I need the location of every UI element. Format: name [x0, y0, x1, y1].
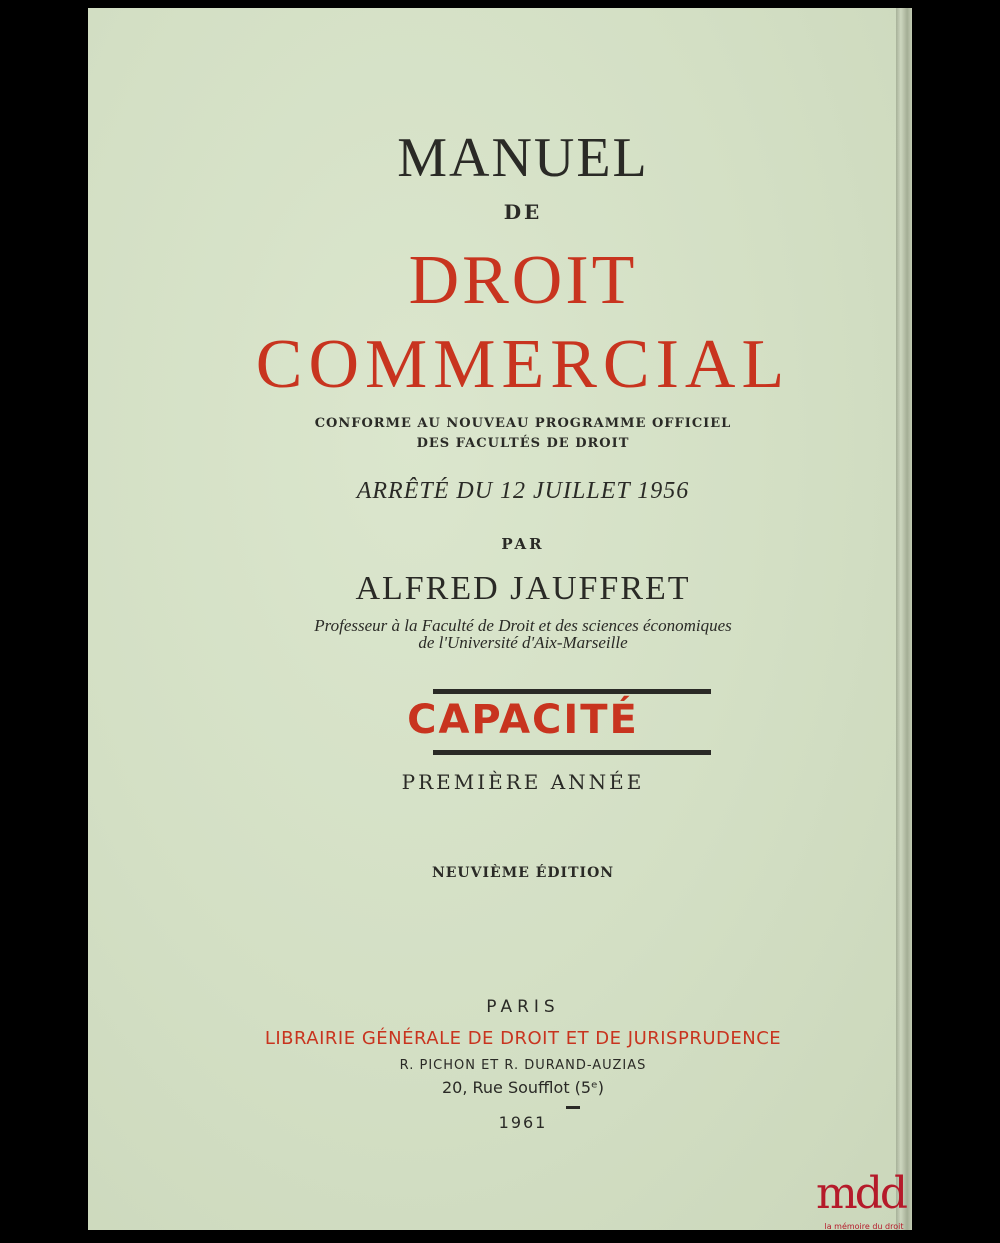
mdd-logo — [816, 1168, 912, 1242]
capacite-title: CAPACITÉ — [407, 697, 639, 743]
capacite-rule-top — [433, 689, 711, 694]
title-droit: DROIT — [408, 242, 638, 319]
author-name: ALFRED JAUFFRET — [355, 570, 691, 607]
title-commercial: COMMERCIAL — [255, 326, 791, 403]
title-de: DE — [503, 200, 543, 224]
publisher-name: LIBRAIRIE GÉNÉRALE DE DROIT ET DE JURISPRUDENCE — [264, 1028, 782, 1049]
mdd-logo-mark: mdd — [816, 1168, 906, 1219]
par-label: PAR — [501, 535, 545, 553]
publisher-owners: R. PICHON ET R. DURAND-AUZIAS — [399, 1058, 647, 1073]
edition-label: NEUVIÈME ÉDITION — [431, 865, 615, 881]
conforme-line-2: DES FACULTÉS DE DROIT — [416, 436, 630, 451]
author-title-line-2: de l'Université d'Aix-Marseille — [418, 633, 628, 652]
mdd-logo-tagline: la mémoire du droit — [824, 1222, 904, 1231]
conforme-line-1: CONFORME AU NOUVEAU PROGRAMME OFFICIEL — [314, 416, 732, 431]
separator-dash — [566, 1106, 580, 1109]
title-manuel: MANUEL — [397, 127, 649, 189]
premiere-annee: PREMIÈRE ANNÉE — [401, 770, 645, 794]
capacite-rule-bottom — [433, 750, 711, 755]
publisher-address: 20, Rue Soufflot (5ᵉ) — [441, 1078, 605, 1097]
author-title-line-1: Professeur à la Faculté de Droit et des sciences économiques — [314, 616, 732, 635]
arrete-date: ARRÊTÉ DU 12 JUILLET 1956 — [356, 478, 690, 504]
book-cover — [88, 8, 896, 1230]
publisher-city: PARIS — [486, 997, 560, 1017]
publication-year: 1961 — [498, 1113, 548, 1132]
